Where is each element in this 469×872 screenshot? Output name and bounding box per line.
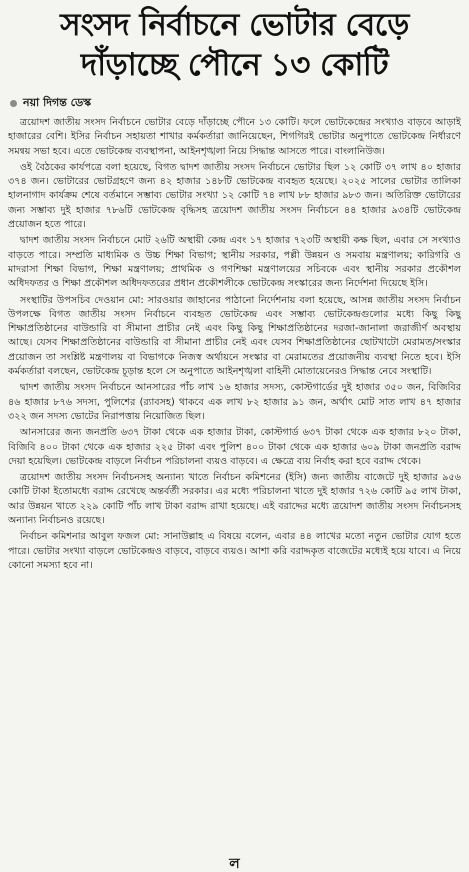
bullet-icon xyxy=(10,100,17,107)
paragraph: দ্বাদশ জাতীয় সংসদ নির্বাচনে মোট ২৬টি অস্থায়ী কেন্দ্র এবং ১৭ হাজার ৭২৩টি অস্থায়ী কক্ষ ছিল, এবার সে সংখ্যাও বাড়তে পারে। সম্প্রতি মাধ্যমিক ও উচ্চ শিক্ষা বিভাগ; স্থানীয় সরকার, পল্লী উন্নয়ন ও সমবায় মন্ত্রণালয়; কারিগরি ও মাদরাসা শিক্ষা বিভাগ, শিক্ষা মন্ত্রণালয়; প্রাথমিক ও গণশিক্ষা মন্ত্রণালয়ের সচিবকে এবং স্থানীয় সরকার প্রকৌশল অধিদফতর ও শিক্ষা প্রকৌশল অধিদফতরের প্রধান প্রকৌশলীকে ভোটকেন্দ্র সংস্কারের জন্য নির্দেশনা দিয়েছে ইসি। xyxy=(8,235,461,290)
paragraph: ত্রয়োদশ জাতীয় সংসদ নির্বাচনে ভোটার বেড়ে দাঁড়াচ্ছে পৌনে ১৩ কোটি। ফলে ভোটকেন্দ্রের সংখ্যাও বাড়বে আড়াই হাজারের বেশি। ইসির নির্বাচন সহায়তা শাখার কর্মকর্তারা জানিয়েছেন, শিগগিরই ভোটার অনুপাতে ভোটকেন্দ্র নির্ধারণে সমন্বয় সভা হবে। এতে ভোটকেন্দ্র ব্যবস্থাপনা, আইনশৃঙ্খলা নিয়ে সিদ্ধান্ত আসতে পারে। বাংলানিউজ। xyxy=(8,117,461,157)
paragraph: আনসারের জন্য জনপ্রতি ৬৩৭ টাকা থেকে এক হাজার টাকা, কোস্টগার্ড ৬৩৭ টাকা থেকে এক হাজার ৮২০ টাকা, বিজিবি ৪০০ টাকা থেকে এক হাজার ২২৫ টাকা এবং পুলিশ ৪০০ টাকা থেকে এক হাজার ৬০৯ টাকা জনপ্রতি বরাদ্দ দেয়া হয়েছিল। ভোটকেন্দ্র বাড়লে নির্বাচন পরিচালনা ব্যয়ও বাড়বে। এ ক্ষেত্রে ব্যয় নির্বাহ করা হবে বরাদ্দ থেকে। xyxy=(8,427,461,467)
paragraph: সংস্থাটির উপসচিব দেওয়ান মো: সারওয়ার জাহানের পাঠানো নির্দেশনায় বলা হয়েছে, আসন্ন জাতীয় সংসদ নির্বাচন উপলক্ষে বিগত জাতীয় সংসদ নির্বাচনে ব্যবহৃত ভোটকেন্দ্র এবং সম্ভাব্য ভোটকেন্দ্রগুলোর মধ্যে কিছু কিছু শিক্ষাপ্রতিষ্ঠানের বাউন্ডারি বা সীমানা প্রাচীর নেই এবং কিছু কিছু শিক্ষাপ্রতিষ্ঠানের দরজা-জানালা জরাজীর্ণ অবস্থায় আছে। যেসব শিক্ষাপ্রতিষ্ঠানের বাউন্ডারি বা সীমানা প্রাচীর নেই এবং যেসব শিক্ষাপ্রতিষ্ঠানের ছোটখাটো মেরামত/সংস্কার প্রয়োজন তা সংশ্লিষ্ট মন্ত্রণালয় বা বিভাগকে নিজস্ব অর্থায়নে সংস্কার বা মেরামতের প্রয়োজনীয় ব্যবস্থা নিতে হবে। ইসি কর্মকর্তারা বলছেন, ভোটকেন্দ্র চূড়ান্ত হলে সে অনুপাতে আইনশৃঙ্খলা বাহিনী মোতায়েনেরও সিদ্ধান্ত নেবে সংস্থাটি। xyxy=(8,294,461,378)
byline xyxy=(10,94,461,113)
fragment-text: ল xyxy=(229,856,240,872)
byline-text: নয়া দিগন্ত ডেস্ক xyxy=(23,96,92,109)
headline-line-1: সংসদ নির্বাচনে ভোটার বেড়ে xyxy=(60,7,409,43)
headline-line-2: দাঁড়াচ্ছে পৌনে ১৩ কোটি xyxy=(80,47,389,83)
cropped-text-fragment xyxy=(0,847,469,872)
paragraph: ত্রয়োদশ জাতীয় সংসদ নির্বাচনসহ অন্যান্য খাতে নির্বাচন কমিশনের (ইসি) জন্য জাতীয় বাজেটে দুই হাজার ৯৫৬ কোটি টাকা ইতোমধ্যে বরাদ্দ রেখেছে অন্তর্বর্তী সরকার। এর মধ্যে পরিচালনা খাতে দুই হাজার ৭২৬ কোটি ৯৫ লাখ টাকা, আর উন্নয়ন খাতে ২২৯ কোটি পাঁচ লাখ টাকা বরাদ্দ রাখা হয়েছে। এই বরাদ্দের মধ্যে ত্রয়োদশ জাতীয় সংসদ নির্বাচনসহ অন্যান্য নির্বাচনও রয়েছে। xyxy=(8,472,461,527)
paragraph: নির্বাচন কমিশনার আবুল ফজল মো: সানাউল্লাহ এ বিষয়ে বলেন, এবার ৪৪ লাখের মতো নতুন ভোটার যোগ হতে পারে। ভোটার সংখ্যা বাড়লে ভোটকেন্দ্রও বাড়বে, বাড়বে ব্যয়ও। আশা করি বরাদ্দকৃত বাজেটের মধ্যেই হয়ে যাবে। এ নিয়ে কোনো সমস্যা হবে না। xyxy=(8,531,461,571)
article-body xyxy=(8,116,461,573)
paragraph: দ্বাদশ জাতীয় সংসদ নির্বাচনে আনসারের পাঁচ লাখ ১৬ হাজার সদস্য, কোস্টগার্ডের দুই হাজার ৩৫০ জন, বিজিবির ৪৬ হাজার ৮৭৬ সদস্য, পুলিশের (র‍্যাবসহ) থাকবে এক লাখ ৮২ হাজার ৯১ জন, অর্থাৎ মোট সাত লাখ ৪৭ হাজার ৩২২ জন সদস্য ভোটের নিরাপত্তায় নিয়োজিত ছিল। xyxy=(8,382,461,422)
headline xyxy=(8,0,461,85)
paragraph: ওই বৈঠকের কার্যপত্রে বলা হয়েছে, বিগত দ্বাদশ জাতীয় সংসদ নির্বাচনে ভোটার ছিল ১২ কোটি ৩৭ লাখ ৪০ হাজার ৩৭৪ জন। ভোটারের ভোটগ্রহণে জন্য ৪২ হাজার ১৪৮টি ভোটকেন্দ্র ব্যবহৃত হয়েছে। ২০২৫ সালের ভোটার তালিকা হালনাগাদ কার্যক্রম শেষে বর্তমানে সম্ভাব্য ভোটার সংখ্যা ১২ কোটি ৭৪ লাখ ৮৮ হাজার ৯৮৩ জন। অতিরিক্ত ভোটারের জন্য সম্ভাব্য দুই হাজার ৭৮৬টি ভোটকেন্দ্র বৃদ্ধিসহ ত্রয়োদশ জাতীয় সংসদ নির্বাচনে ৪৪ হাজার ৯৩৪টি ভোটকেন্দ্র প্রয়োজন হতে পারে। xyxy=(8,161,461,231)
